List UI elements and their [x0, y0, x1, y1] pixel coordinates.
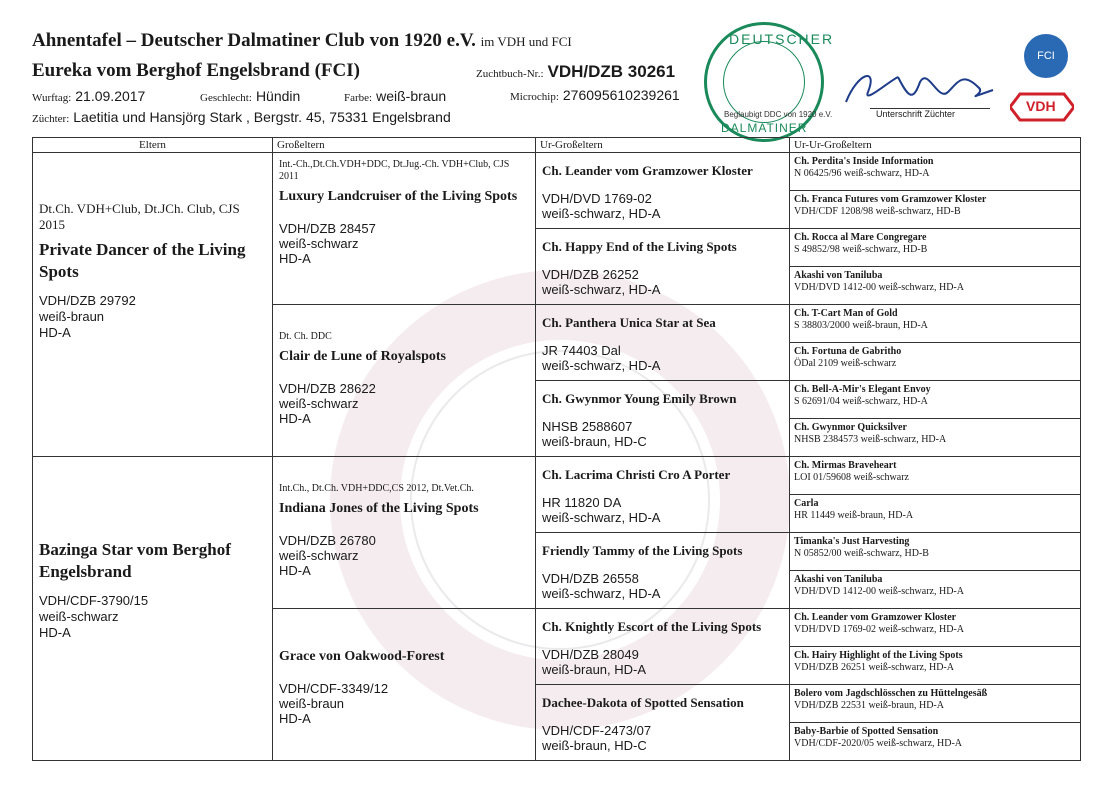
parent-hd: HD-A: [39, 325, 71, 340]
zuchtbuch-field: [476, 62, 675, 82]
ggp-color: weiß-schwarz, HD-A: [542, 358, 661, 373]
parent-dam-cell: [33, 457, 273, 761]
grandparent-titles: Dt. Ch. DDC: [279, 331, 332, 342]
gggp-info: VDH/CDF-2020/05 weiß-schwarz, HD-A: [794, 738, 963, 749]
ggp-reg: JR 74403 Dal: [542, 343, 621, 358]
grandparent-cell: [273, 609, 536, 761]
grandparent-color: weiß-schwarz: [279, 236, 359, 251]
grandparent-name: Grace von Oakwood-Forest: [279, 649, 445, 664]
wurftag-field: [32, 88, 145, 106]
ggp-reg: VDH/DZB 26558: [542, 571, 639, 586]
title-suffix: im VDH und FCI: [480, 34, 572, 49]
gggp-cell: [790, 229, 1081, 267]
ggp-reg: VDH/DZB 28049: [542, 647, 639, 662]
zuechter-value: Laetitia und Hansjörg Stark , Bergstr. 45, 75331 Engelsbrand: [73, 109, 451, 125]
grandparent-hd: HD-A: [279, 251, 311, 266]
gggp-cell: [790, 191, 1081, 229]
pedigree-table: [32, 137, 1081, 761]
farbe-value: weiß-braun: [376, 88, 447, 104]
gggp-info: N 05852/00 weiß-schwarz, HD-B: [794, 548, 929, 559]
gggp-info: ÖDal 2109 weiß-schwarz: [794, 358, 897, 369]
ggp-name: Friendly Tammy of the Living Spots: [542, 543, 743, 558]
gggp-cell: [790, 305, 1081, 343]
grandparent-reg: VDH/DZB 26780: [279, 533, 376, 548]
parent-color: weiß-schwarz: [39, 609, 119, 624]
ggp-color: weiß-schwarz, HD-A: [542, 510, 661, 525]
microchip-field: [510, 87, 680, 105]
grandparent-titles: Int.-Ch.,Dt.Ch.VDH+DDC, Dt.Jug.-Ch. VDH+Club, CJS 2011: [279, 159, 510, 182]
parent-color: weiß-braun: [39, 309, 105, 324]
grandparent-name: Indiana Jones of the Living Spots: [279, 501, 479, 516]
dog-name: Eureka vom Berghof Engelsbrand (FCI): [32, 60, 360, 81]
pedigree-header-row: [33, 138, 1081, 153]
microchip-value: 276095610239261: [562, 87, 680, 103]
gggp-cell: [790, 343, 1081, 381]
club-stamp: [704, 22, 835, 142]
gggp-cell: [790, 381, 1081, 419]
ggp-color: weiß-schwarz, HD-A: [542, 586, 661, 601]
ggp-color: weiß-braun, HD-A: [542, 662, 647, 677]
farbe-label: Farbe:: [344, 92, 373, 104]
zuechter-field: [32, 109, 451, 127]
grandparent-reg: VDH/DZB 28457: [279, 221, 376, 236]
col-urgrosseltern: Ur-Großeltern: [536, 138, 790, 153]
ggp-name: Dachee-Dakota of Spotted Sensation: [542, 695, 744, 710]
parent-name: Private Dancer of the Living Spots: [39, 240, 246, 281]
ggp-name: Ch. Gwynmor Young Emily Brown: [542, 391, 737, 406]
gggp-info: VDH/DVD 1412-00 weiß-schwarz, HD-A: [794, 586, 964, 597]
ggp-name: Ch. Panthera Unica Star at Sea: [542, 315, 716, 330]
gggp-cell: [790, 267, 1081, 305]
great-grandparent-cell: [536, 381, 790, 457]
gggp-name: Baby-Barbie of Spotted Sensation: [794, 726, 939, 737]
grandparent-reg: VDH/CDF-3349/12: [279, 681, 389, 696]
gggp-info: VDH/CDF 1208/98 weiß-schwarz, HD-B: [794, 206, 961, 217]
gggp-info: VDH/DVD 1769-02 weiß-schwarz, HD-A: [794, 624, 964, 635]
grandparent-titles: Int.Ch., Dt.Ch. VDH+DDC,CS 2012, Dt.Vet.Ch.: [279, 483, 474, 494]
grandparent-hd: HD-A: [279, 563, 311, 578]
grandparent-color: weiß-braun: [279, 696, 345, 711]
grandparent-cell: [273, 153, 536, 305]
wurftag-label: Wurftag:: [32, 92, 72, 104]
gggp-cell: [790, 533, 1081, 571]
ggp-name: Ch. Lacrima Christi Cro A Porter: [542, 467, 731, 482]
microchip-label: Microchip:: [510, 91, 559, 103]
ggp-color: weiß-braun, HD-C: [542, 434, 647, 449]
grandparent-cell: [273, 457, 536, 609]
col-ururgrosseltern: Ur-Ur-Großeltern: [790, 138, 1081, 153]
ggp-reg: HR 11820 DA: [542, 495, 622, 510]
gggp-info: HR 11449 weiß-braun, HD-A: [794, 510, 914, 521]
ggp-name: Ch. Happy End of the Living Spots: [542, 239, 737, 254]
gggp-name: Ch. T-Cart Man of Gold: [794, 308, 898, 319]
stamp-certification: Beglaubigt DDC von 1920 e.V.: [724, 110, 833, 119]
grandparent-color: weiß-schwarz: [279, 548, 359, 563]
gggp-name: Ch. Bell-A-Mir's Elegant Envoy: [794, 384, 931, 395]
vdh-logo-text: VDH: [1026, 98, 1056, 114]
gggp-cell: [790, 723, 1081, 761]
stamp-top-text: DEUTSCHER: [729, 31, 835, 47]
gggp-info: VDH/DZB 22531 weiß-braun, HD-A: [794, 700, 944, 711]
gggp-name: Bolero vom Jagdschlösschen zu Hüttelngesäß: [794, 688, 988, 699]
gggp-cell: [790, 647, 1081, 685]
title-main: Ahnentafel – Deutscher Dalmatiner Club von 1920 e.V.: [32, 30, 476, 51]
parent-name: Bazinga Star vom Berghof Engelsbrand: [39, 540, 231, 581]
grandparent-hd: HD-A: [279, 411, 311, 426]
great-grandparent-cell: [536, 153, 790, 229]
wurftag-value: 21.09.2017: [75, 88, 146, 104]
gggp-info: S 49852/98 weiß-schwarz, HD-B: [794, 244, 928, 255]
signature-label: Unterschrift Züchter: [876, 109, 956, 119]
gggp-info: NHSB 2384573 weiß-schwarz, HD-A: [794, 434, 947, 445]
geschlecht-value: Hündin: [255, 88, 301, 104]
grandparent-name: Luxury Landcruiser of the Living Spots: [279, 189, 518, 204]
gggp-info: VDH/DZB 26251 weiß-schwarz, HD-A: [794, 662, 954, 673]
ggp-name: Ch. Leander vom Gramzower Kloster: [542, 163, 753, 178]
gggp-name: Ch. Franca Futures vom Gramzower Kloster: [794, 194, 987, 205]
gggp-cell: [790, 153, 1081, 191]
breeder-signature: [838, 62, 998, 112]
gggp-info: VDH/DVD 1412-00 weiß-schwarz, HD-A: [794, 282, 964, 293]
zuchtbuch-value: VDH/DZB 30261: [547, 62, 676, 81]
gggp-name: Carla: [794, 498, 819, 509]
grandparent-cell: [273, 305, 536, 457]
gggp-cell: [790, 571, 1081, 609]
grandparent-hd: HD-A: [279, 711, 311, 726]
gggp-name: Ch. Hairy Highlight of the Living Spots: [794, 650, 963, 661]
col-eltern: Eltern: [33, 138, 273, 153]
parent-hd: HD-A: [39, 625, 71, 640]
gggp-name: Akashi von Taniluba: [794, 270, 883, 281]
ggp-reg: NHSB 2588607: [542, 419, 633, 434]
fci-logo: FCI: [1024, 34, 1068, 78]
gggp-name: Akashi von Taniluba: [794, 574, 883, 585]
col-grosseltern: Großeltern: [273, 138, 536, 153]
geschlecht-label: Geschlecht:: [200, 92, 252, 104]
gggp-info: N 06425/96 weiß-schwarz, HD-A: [794, 168, 930, 179]
stamp-bottom-text: DALMATINER: [721, 121, 808, 135]
gggp-name: Ch. Perdita's Inside Information: [794, 156, 934, 167]
parent-reg: VDH/DZB 29792: [39, 293, 136, 308]
parent-sire-cell: [33, 153, 273, 457]
zuechter-label: Züchter:: [32, 113, 70, 125]
grandparent-reg: VDH/DZB 28622: [279, 381, 376, 396]
great-grandparent-cell: [536, 229, 790, 305]
geschlecht-field: [200, 88, 300, 106]
ggp-color: weiß-schwarz, HD-A: [542, 206, 661, 221]
gggp-name: Ch. Rocca al Mare Congregare: [794, 232, 927, 243]
great-grandparent-cell: [536, 609, 790, 685]
gggp-info: S 38803/2000 weiß-braun, HD-A: [794, 320, 928, 331]
gggp-info: S 62691/04 weiß-schwarz, HD-A: [794, 396, 928, 407]
ggp-color: weiß-schwarz, HD-A: [542, 282, 661, 297]
gggp-cell: [790, 685, 1081, 723]
gggp-name: Ch. Mirmas Braveheart: [794, 460, 897, 471]
gggp-name: Ch. Fortuna de Gabritho: [794, 346, 902, 357]
ggp-color: weiß-braun, HD-C: [542, 738, 647, 753]
ggp-reg: VDH/DVD 1769-02: [542, 191, 652, 206]
zuchtbuch-label: Zuchtbuch-Nr.:: [476, 68, 544, 80]
gggp-cell: [790, 495, 1081, 533]
grandparent-name: Clair de Lune of Royalspots: [279, 349, 446, 364]
great-grandparent-cell: [536, 685, 790, 761]
parent-titles: Dt.Ch. VDH+Club, Dt.JCh. Club, CJS 2015: [39, 201, 240, 232]
gggp-cell: [790, 457, 1081, 495]
ggp-name: Ch. Knightly Escort of the Living Spots: [542, 619, 762, 634]
great-grandparent-cell: [536, 533, 790, 609]
ggp-reg: VDH/DZB 26252: [542, 267, 639, 282]
parent-reg: VDH/CDF-3790/15: [39, 593, 149, 608]
document-title: [32, 30, 572, 52]
ggp-reg: VDH/CDF-2473/07: [542, 723, 652, 738]
gggp-name: Ch. Gwynmor Quicksilver: [794, 422, 907, 433]
grandparent-color: weiß-schwarz: [279, 396, 359, 411]
great-grandparent-cell: [536, 305, 790, 381]
farbe-field: [344, 88, 446, 106]
great-grandparent-cell: [536, 457, 790, 533]
gggp-info: LOI 01/59608 weiß-schwarz: [794, 472, 909, 483]
gggp-cell: [790, 419, 1081, 457]
gggp-name: Ch. Leander vom Gramzower Kloster: [794, 612, 957, 623]
gggp-name: Timanka's Just Harvesting: [794, 536, 910, 547]
gggp-cell: [790, 609, 1081, 647]
